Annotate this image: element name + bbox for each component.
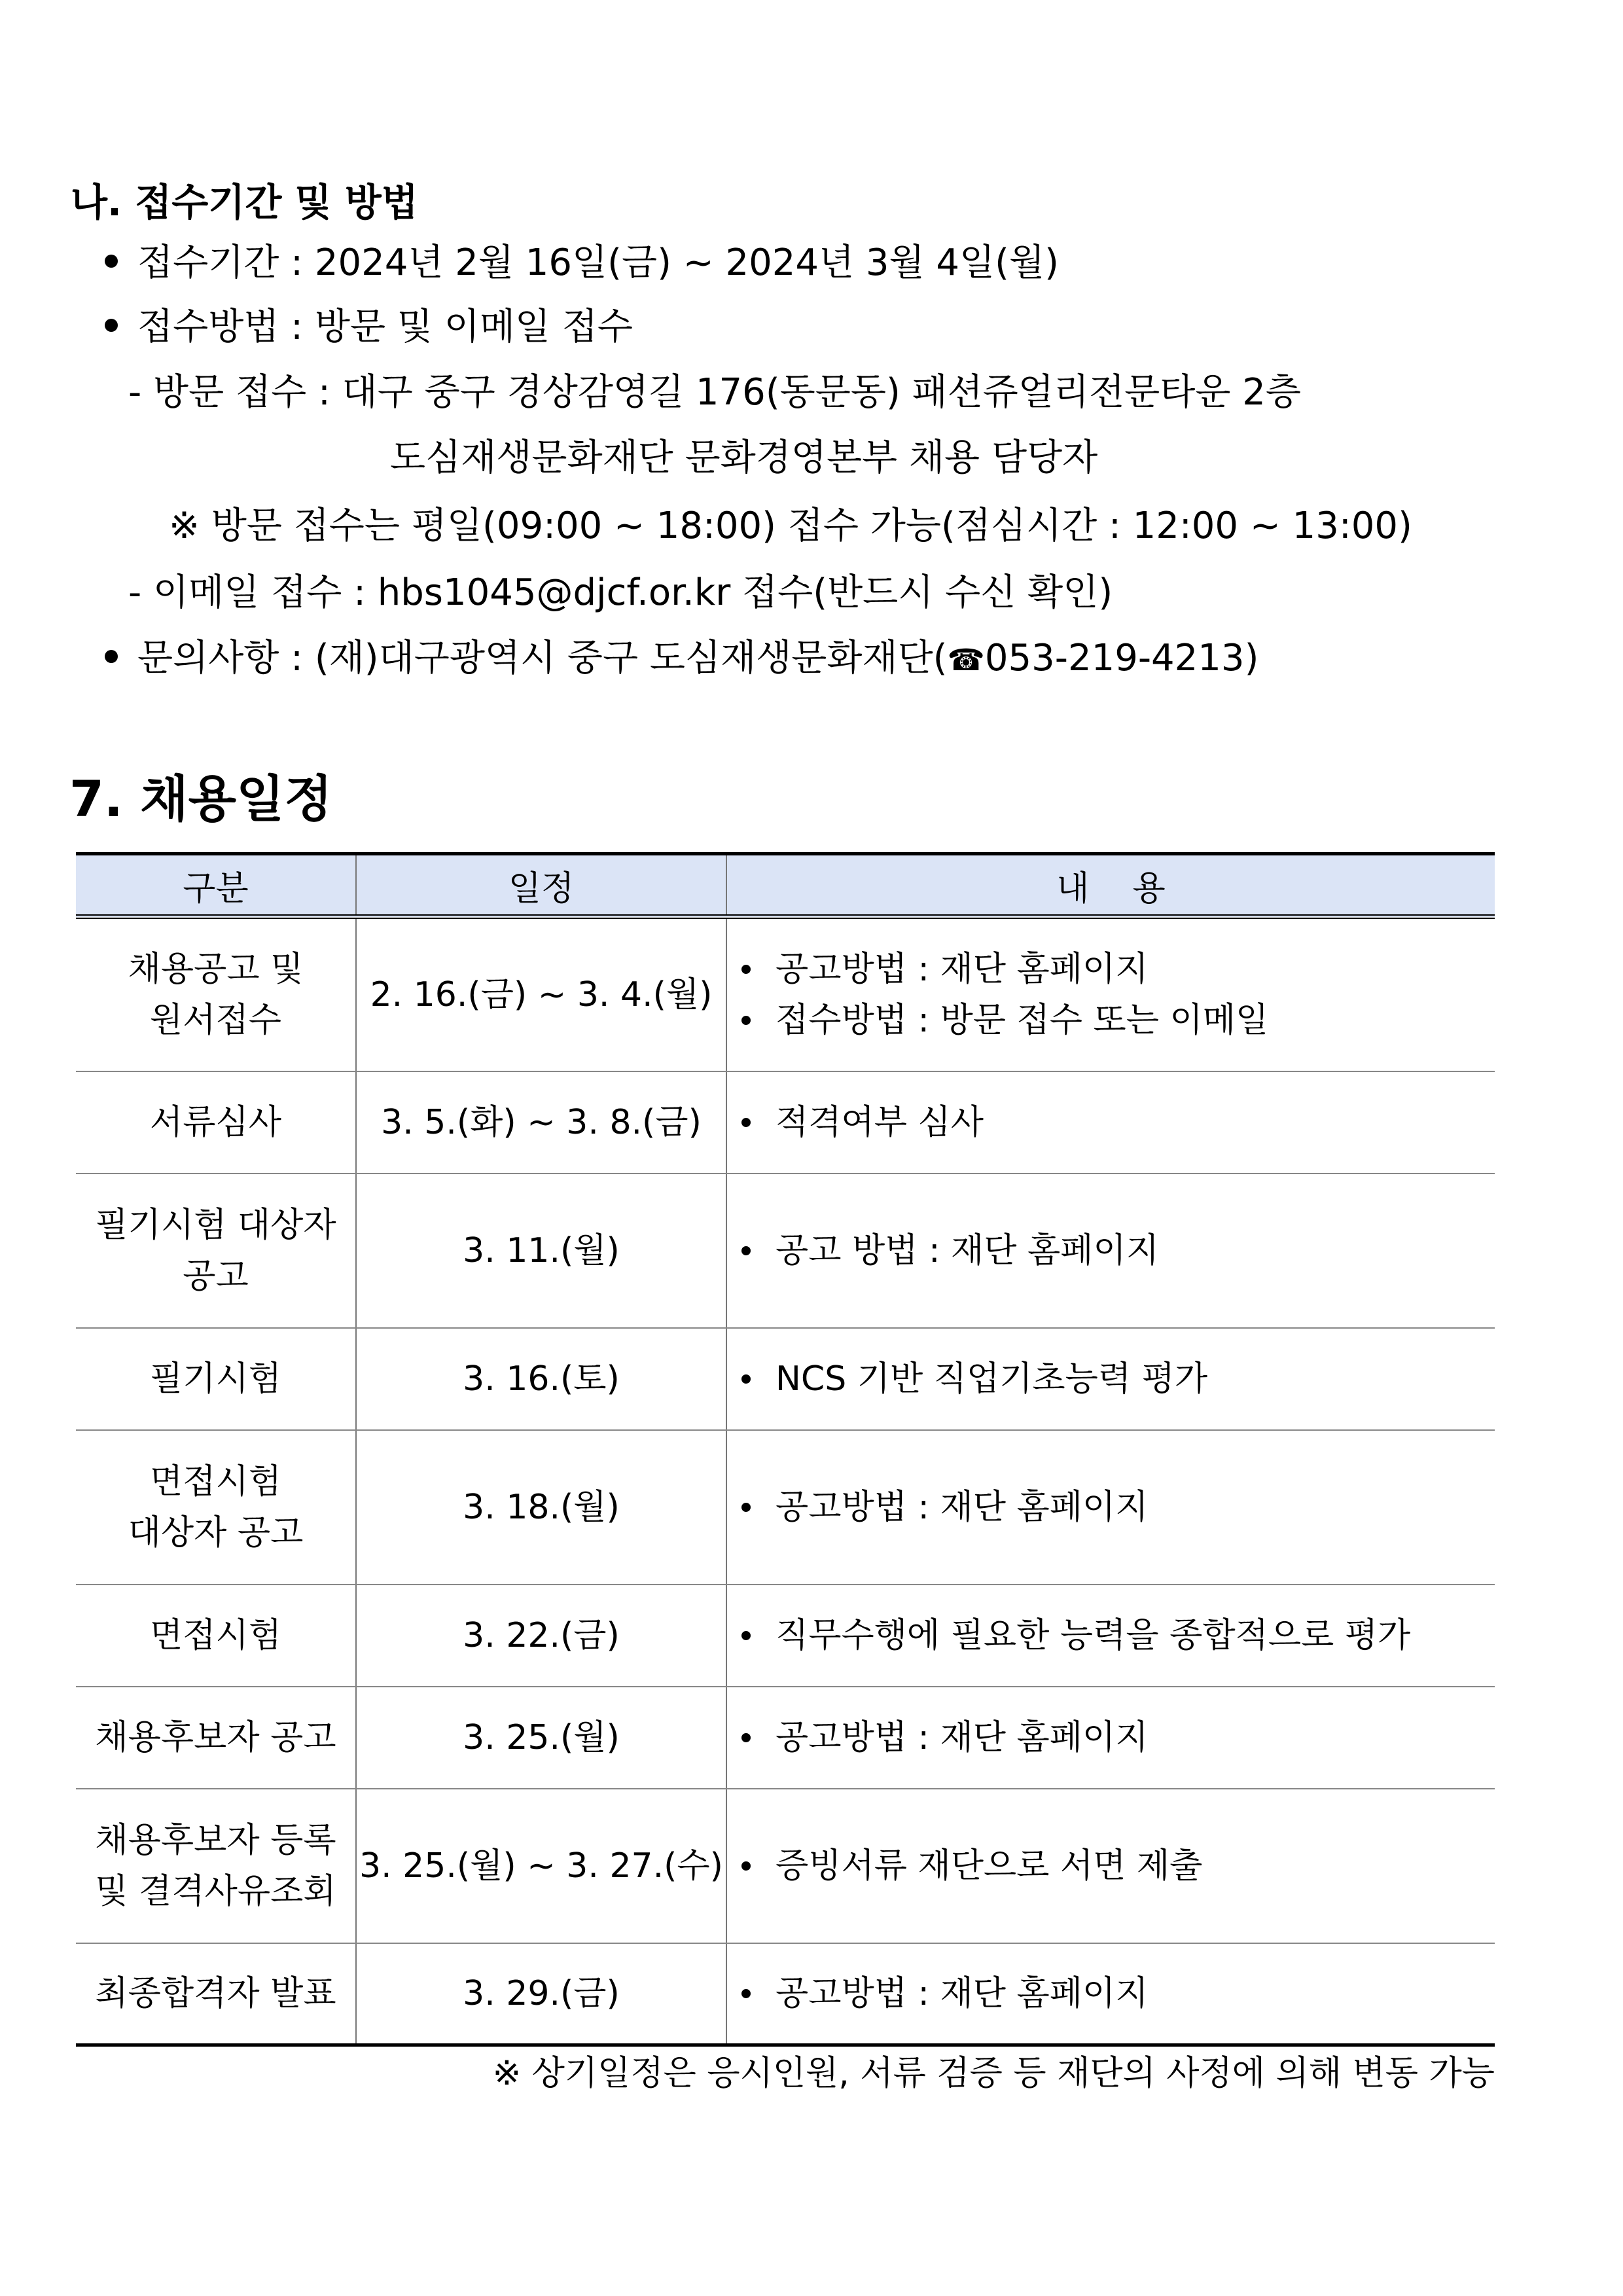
period-item (105, 237, 1059, 289)
row-category: 서류심사 (76, 1071, 356, 1174)
bullet-icon (105, 255, 118, 268)
visit-line2: 도심재생문화재단 문화경영본부 채용 담당자 (390, 437, 1098, 479)
bullet-icon (741, 1503, 751, 1512)
table-row (76, 917, 1495, 1071)
bullet-icon (741, 1374, 751, 1384)
bullet-icon (741, 1733, 751, 1742)
table-row (76, 1430, 1495, 1585)
section-heading: 나. 접수기간 및 방법 (71, 180, 418, 224)
bullet-icon (105, 319, 118, 332)
header-category: 구분 (76, 854, 356, 917)
method-text: 접수방법 : 방문 및 이메일 접수 (137, 306, 633, 348)
table-row (76, 1328, 1495, 1430)
row-content: 공고 방법 : 재단 홈페이지 (726, 1174, 1495, 1328)
method-item (105, 301, 633, 353)
bullet-icon (741, 1631, 751, 1640)
row-content: 공고방법 : 재단 홈페이지 (726, 1943, 1495, 2045)
table-row (76, 1174, 1495, 1328)
row-content: NCS 기반 직업기초능력 평가 (726, 1328, 1495, 1430)
bullet-icon (741, 1246, 751, 1255)
row-content: 공고방법 : 재단 홈페이지 (726, 1687, 1495, 1789)
row-category: 최종합격자 발표 (76, 1943, 356, 2045)
row-date: 3. 25.(월) (356, 1687, 726, 1789)
row-date: 3. 18.(월) (356, 1430, 726, 1585)
bullet-icon (741, 1861, 751, 1871)
bullet-icon (741, 1989, 751, 1998)
table-row (76, 1789, 1495, 1943)
bullet-icon (741, 965, 751, 974)
row-date: 3. 5.(화) ~ 3. 8.(금) (356, 1071, 726, 1174)
row-content: 증빙서류 재단으로 서면 제출 (726, 1789, 1495, 1943)
inquiry-item (105, 632, 1258, 686)
row-date: 3. 16.(토) (356, 1328, 726, 1430)
telephone-icon: ☎ (947, 642, 985, 677)
bullet-icon (105, 650, 118, 663)
row-category: 채용공고 및 원서접수 (76, 917, 356, 1071)
row-category: 면접시험 (76, 1585, 356, 1687)
table-row (76, 1687, 1495, 1789)
row-content: 직무수행에 필요한 능력을 종합적으로 평가 (726, 1585, 1495, 1687)
bullet-icon (741, 1016, 751, 1025)
inquiry-phone: 053-219-4213) (984, 637, 1259, 679)
table-row (76, 1585, 1495, 1687)
row-category: 필기시험 대상자 공고 (76, 1174, 356, 1328)
table-row (76, 1071, 1495, 1174)
row-category: 채용후보자 등록 및 결격사유조회 (76, 1789, 356, 1943)
schedule-footnote: ※ 상기일정은 응시인원, 서류 검증 등 재단의 사정에 의해 변동 가능 (492, 2054, 1495, 2093)
table-header-row (76, 854, 1495, 917)
section-title: 7. 채용일정 (69, 770, 332, 828)
row-date: 2. 16.(금) ~ 3. 4.(월) (356, 917, 726, 1071)
period-text: 접수기간 : 2024년 2월 16일(금) ~ 2024년 3월 4일(월) (137, 242, 1059, 284)
row-content: 공고방법 : 재단 홈페이지 (726, 1430, 1495, 1585)
row-date: 3. 29.(금) (356, 1943, 726, 2045)
row-category: 면접시험 대상자 공고 (76, 1430, 356, 1585)
schedule-table (76, 852, 1495, 2047)
row-category: 채용후보자 공고 (76, 1687, 356, 1789)
inquiry-text: 문의사항 : (재)대구광역시 중구 도심재생문화재단( (137, 637, 948, 679)
header-date: 일정 (356, 854, 726, 917)
row-content: 적격여부 심사 (726, 1071, 1495, 1174)
row-date: 3. 22.(금) (356, 1585, 726, 1687)
visit-note: ※ 방문 접수는 평일(09:00 ~ 18:00) 접수 가능(점심시간 : 12:00 ~ 13:00) (169, 505, 1412, 547)
row-category: 필기시험 (76, 1328, 356, 1430)
header-content: 내 용 (726, 854, 1495, 917)
row-date: 3. 11.(월) (356, 1174, 726, 1328)
row-content: 공고방법 : 재단 홈페이지 접수방법 : 방문 접수 또는 이메일 (726, 917, 1495, 1071)
row-date: 3. 25.(월) ~ 3. 27.(수) (356, 1789, 726, 1943)
email-line: - 이메일 접수 : hbs1045@djcf.or.kr 접수(반드시 수신 확인) (128, 571, 1113, 614)
table-row (76, 1943, 1495, 2045)
bullet-icon (741, 1118, 751, 1127)
visit-line1: - 방문 접수 : 대구 중구 경상감영길 176(동문동) 패션쥬얼리전문타운 2층 (128, 371, 1301, 414)
